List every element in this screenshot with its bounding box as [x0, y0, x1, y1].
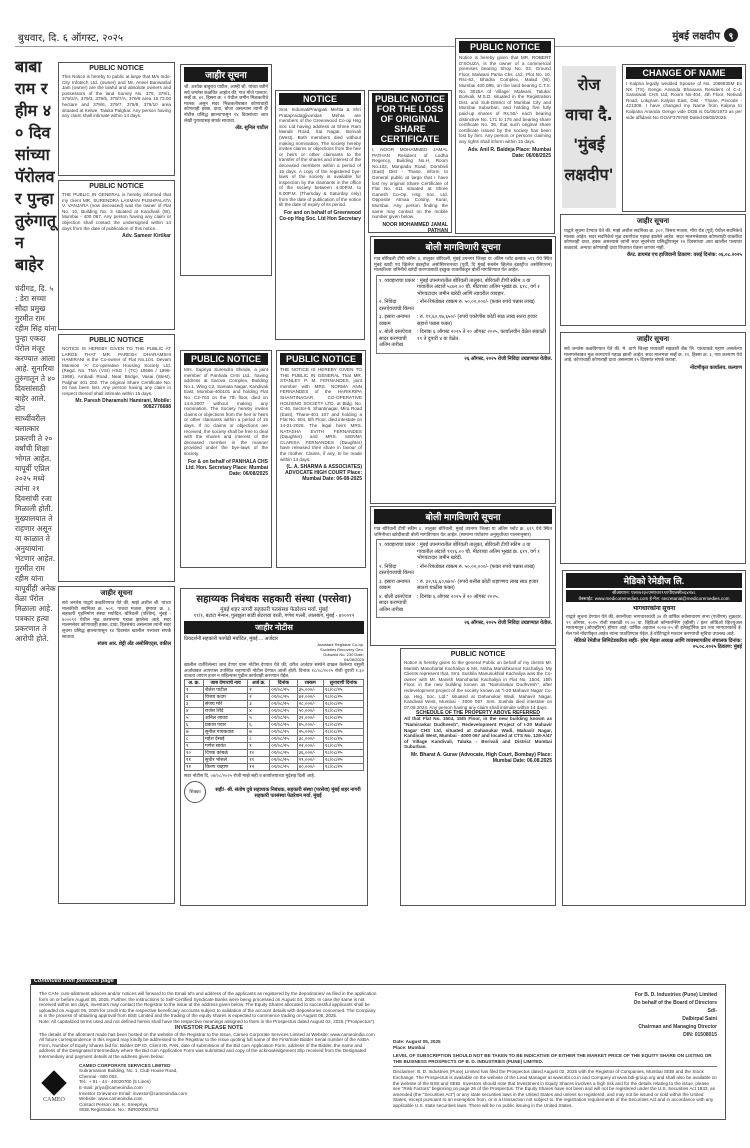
sign-line: DIN: 01508015: [683, 1032, 717, 1038]
bid-row: १. व्यवहाराचा प्रकार : मुंबई उपनगरातील बोरिवली तालुका, बोरिवली टीपी स्कीम ॥ या गावातील अंदाजे ५८७२.०० चौ. मीटरच्या अंतिम भूखंड क्र. ६१८, वर्ग १ भोगवटादार जमीन खरेदी आणि त्यावरील व्यवहार.: [379, 277, 540, 297]
masthead: [672, 28, 738, 42]
registrar-address: ११/१, बटाटा मेन्शन, गुलझुला साडी सेंटरच्या वरती, गणेश गल्ली, लालबाग, मुंबई - ४०००१२: [193, 613, 355, 619]
section-title: भागधारकांना सूचना: [632, 606, 676, 612]
table-cell: १८/०८/२५: [323, 686, 363, 693]
table-cell: २२,०००/-: [297, 742, 323, 749]
notice-signature: Adv. Anil R. Baldeja Place: Mumbai Date: 06/08/2025: [467, 146, 551, 159]
notice-body: Notice is hereby given to the general Public on behalf of my clients Mr. Manish Manoharlal Kachaliya & Ms. Nisha Manishkumar Kachaliya. My Clients represent that, Smt. Sushila Manusukhlal Kachaliya was the Co-owner with Mr. Manish Manoharlal Kachaliya in Flat No. 1504, 15th Floor, in the new building known as "Namiravkar Dudhvesh", after redevelopment project of the society known as "I-20 Mahavir Nagar Co-op. Hsg. Soc. Ltd." situated at Dahanukar Wadi, Mahavir Nagar, Kandivali West, Mumbai - 4000 067. Smt. Sushila died intestate on 07.08.2024. Any person having any claim shall intimate within 14 days.: [404, 660, 552, 710]
table-cell: गणेश सावंत: [204, 742, 248, 749]
table-cell: अनिल जाधव: [204, 714, 248, 721]
ad-date: Date: August 05, 2025: [393, 1039, 441, 1044]
table-cell: संजय मोरे: [204, 700, 248, 707]
table-row: [185, 714, 364, 721]
table-header: अर्ज क्र.: [248, 679, 270, 686]
official-seal: शिक्का: [184, 781, 206, 803]
notice-body: Smt. IndumatiPranjpati Mehta & Shri PratapraiJagjivandas Mehta are members of the Greenwood Co-op Hsg Soc Ltd having address at Shree Ram Mandir Road, Sai Nagar, Borivali (West). Both members died without making nomination. The society hereby invites claims or objections from the heir or heirs or other claimants to the transfer of the shares and interest of the deceased members within a period of 15 days. A copy of the registered bye-laws of the society is available for inspection by the claimants in the office of the society between 4.00P.M. to 6.00P.M. (Thursday & Saturday only) from the date of publication of the notice till the date of expiry of its period.: [279, 107, 361, 208]
table-cell: १८/०८/२५: [323, 763, 363, 770]
table-cell: ५: [185, 714, 204, 721]
ad-para-3: The details of the allotment made has been hosted on the website of the Registrar to the Issue, Cameo Corporate Services Limited at Website: www.cameoindia.com: [39, 1031, 375, 1037]
table-cell: सुनील गायकवाड: [204, 728, 248, 735]
notice-title: PUBLIC NOTICE: [89, 183, 144, 190]
notice-title: जाहीर सूचना: [184, 67, 268, 82]
table-header: रक्कम: [297, 679, 323, 686]
table-cell: ४०,०००/-: [297, 763, 323, 770]
table-header: सुनावणी दिनांक: [323, 679, 363, 686]
table-cell: ०१/०८/२५: [270, 735, 297, 742]
notice-medico: [562, 570, 746, 906]
table-row: [185, 700, 364, 707]
respondents-table: [184, 679, 364, 771]
notice-signature: नोंदणीकृत कार्यालय, कल्याण: [689, 364, 742, 371]
table-cell: महेश देसाई: [204, 735, 248, 742]
table-cell: ०१/०८/२५: [270, 693, 297, 700]
table-cell: १८/०८/२५: [323, 693, 363, 700]
notice-signature: For and on behalf of Greenwood Co-op Hsg Soc. Ltd Hon Secretary: [279, 209, 361, 222]
cameo-logo: CAMEO: [39, 1072, 69, 1104]
table-cell: १२: [185, 763, 204, 770]
table-header: दिनांक: [270, 679, 297, 686]
table-row: [185, 749, 364, 756]
table-row: [185, 756, 364, 763]
notice-signature: कॅप्ट. डायमंड एच हाजिवानी ठिकाण: वसई दिनांक: ०६.०८.२०२५: [627, 252, 742, 259]
cin: सीआयएन: एल२४२३०एमएच१९९१पीएलसी०६४२४८: [566, 590, 742, 596]
notice-title: PUBLIC NOTICE: [89, 337, 144, 344]
contact: वेबसाईट: www.medicoremedies.com ई-मेल: secretarial@medicoremedies.com: [566, 596, 742, 602]
notice-title: PUBLIC NOTICE: [280, 353, 362, 365]
registrar-line: Subramanian Building, No. 1, Club House Road,: [79, 1068, 178, 1074]
table-row: [185, 707, 364, 714]
continued-tag: Continued from previous page: [31, 979, 117, 985]
ad-para-4: All future correspondence in this regard may kindly be addressed to the Registrar to the Issue quoting full name of the First/Sole Bidder Serial number of the ASBA Form, Number of Equity Shares bid for, Bidder DP ID, Client ID, PAN, date of submission of the Bid cum Application Form, address of the Bidder, the name and address of the Designated Intermediary where the Bid cum Application Form was submitted and copy of the acknowledgement Slip received from the Designated Intermediary and payment details at the address given below:: [39, 1037, 369, 1059]
table-cell: १८/०८/२५: [323, 735, 363, 742]
notice-signature: Mr. Paresh Dharamshi Hamirani, Mobile: 9082776688: [75, 398, 171, 411]
table-row: [185, 763, 364, 770]
applicant: प्रियदर्शनी सहकारी पतपेढी मर्यादित, मुंबई ... अर्जदार: [184, 636, 279, 642]
notice-title: जाहीर सूचना: [636, 336, 670, 343]
notice-body: Notice is hereby given that MR. ROBERT D'SOUZA, is the owner of a commercial premises bearing Shop No. 03, Ground Floor, Malwani Parsa Chs. Ltd., Plot No. 10, Rsc-62, Bhadra Complex, Malad (W), Mumbai 400 095, on the land bearing C.T.S. No. 3025A of Village: Malwani, Taluka: Borivali, M.S.D. situated in the Registration Dist. and Sub-District of Mumbai City and Mumbai Suburban, and holding five fully paid-up shares of Rs.50/- each bearing distinctive No. 171 to 175 and bearing share certificate No. 36, that such original share certificate issued by the society has been lost by him. Any person or persons claiming any rights shall inform within 15 days.: [459, 55, 551, 144]
table-cell: राजेश शिंदे: [204, 707, 248, 714]
notice-body: याद्वारे सूचना देण्यात येते की, कंपनीच्या भागधारकांची ३४ वी वार्षिक सर्वसाधारण सभा (एजीएम) शुक्रवार, २९ ऑगस्ट, २०२५ रोजी सकाळी ११.०० वा. व्हिडिओ कॉन्फरन्सिंग (व्हीसी) / इतर ऑडिओ व्हिज्युअल माध्यमातून (ओएव्हीएम) होणार आहे. वार्षिक अहवाल २०२४-२५ ची इलेक्ट्रॉनिक प्रत ज्या भागधारकांचे ई-मेल पत्ते नोंदणीकृत आहेत त्यांना पाठविण्यात येईल. ई-वोटिंगद्वारे मतदान करण्याची सुविधा उपलब्ध आहे.: [566, 614, 742, 636]
notice-title: मेडिको रेमेडीज लि.: [566, 573, 742, 588]
notice-title: PUBLIC NOTICE FOR THE LOSS OF ORIGINAL SHARE CERTIFICATE: [372, 93, 448, 145]
sign-line: For B. D. Industries (Pune) Limited: [634, 992, 717, 998]
notice-title: CHANGE OF NAME: [626, 67, 742, 79]
table-row: [185, 693, 364, 700]
header-divider: [15, 46, 735, 47]
schedule-title: SCHEDULE OF THE PROPERTY ABOVE REFERRED: [416, 710, 540, 717]
page-number: ९: [724, 28, 738, 42]
table-cell: सुधीर भोसले: [204, 756, 248, 763]
table-cell: १८/०८/२५: [323, 742, 363, 749]
table-cell: १८/०८/२५: [323, 749, 363, 756]
table-cell: ३६,०००/-: [297, 749, 323, 756]
board-signature: [393, 991, 717, 1039]
table-cell: ९: [248, 742, 270, 749]
bid-row: ३. इसारा अनामत रक्कम : रु. ३२,९६,६०,७४०/- (रुपये बत्तीस कोटी शहाण्णव लाख साठ हजार सातशे चाळीस फक्त): [379, 578, 539, 592]
notice-js3: [560, 214, 746, 326]
table-cell: शैलेश पाटील: [204, 686, 248, 693]
issue-date: बुधवार, दि. ६ ऑगस्ट, २०२५: [18, 33, 124, 44]
notice-title: PUBLIC NOTICE: [459, 41, 551, 53]
registrar-line: Contact Person: Ms. K. Sreepriya: [79, 1101, 148, 1107]
ad-disclaimer: Disclaimer: B. D. Industries (Pune) Limited has filed the Prospectus dated August 02, 2025 with the Registrar of Companies, Mumbai SEBI and the Stock Exchange. The Prospectus is available on the website of the Lead Manager at www.sbl.co.in and Company at www.bdi-group.org and shall also be available on the website of the BSE and SEBI. Investors should note that Investment in Equity Shares involves a high risk and for the details relating to the issue, please see "Risk Factors" beginning on page 26 of the Prospectus. The Equity Shares have not been and will not be registered under the U.S. Securities Act 1933, as amended (the "Securities Act") or any state securities laws in the United States and unless so registered, and may not be issued or sold within the United States, except pursuant to an exemption from, or in a transaction not subject to, the registration requirements of the Securities Act and in accordance with any applicable U.S. state securities laws. There will be no public issuing in the United States.: [393, 1069, 717, 1108]
table-cell: २: [185, 693, 204, 700]
notice-body: This Notice is hereby to public at large that M/s Indo-City Infotech Ltd. (owner) and Mr. Aneel Banwarilal Jain (owner) are the lawful and absolute owners and possessors of the land Survey No. 379, 379/1, 379/2/A, 379/3, 379/5, 379/7/A, 379/9 area 15.73.00 hectare and 379/6, 379/7, 379/8, 379/10 area situated at Kelwe, Taluka Palghar. Any person having any claim shall intimate within 14 days.: [62, 74, 171, 119]
table-cell: ०१/०८/२५: [270, 763, 297, 770]
table-cell: ९: [185, 742, 204, 749]
notice-title: PUBLIC NOTICE: [450, 651, 506, 658]
notice-pn1: [58, 62, 175, 176]
notice-body: सर्व जनतेस याद्वारे कळविण्यात येते की, माझे अशील श्री. यांच्या मालकीची सदनिका क्र. ५०१, पाचवा मजला, इमारत क्र. ३, सहकारी गृहनिर्माण संस्था मर्यादित, बोरिवली (पश्चिम), मुंबई - ४०००९२ येथील मूळ करारनामा गहाळ झालेला आहे. सदर मालमत्तेवर कोणाचाही हक्क, दावा, हितसंबंध असल्यास त्यांनी सदर सूचना प्रसिद्ध झाल्यापासून १४ दिवसांत खालील पत्त्यावर संपर्क साधावा.: [62, 600, 171, 639]
notice-title: जाहीर सूचना: [100, 590, 133, 597]
table-cell: १८/०८/२५: [323, 756, 363, 763]
registrar-line: Website: www.cameoindia.com: [79, 1096, 143, 1102]
registrar-footer: सदर नोटीस दि. ०४/०८/२०२५ रोजी माझे सही व कार्यालयाच्या मुद्रेसह दिली आहे.: [184, 772, 316, 778]
table-cell: ६: [248, 721, 270, 728]
notice-body: THE NOTICE IS HEREBY GIVEN TO THE PUBLIC IN GENERAL That MR. STANLEY P. M. FERNANDES, joint member with MRS. NORMA ANN FERNANDES of the HARIKRIPA SHANTINAGAR CO-OPERATIVE HOUSING SOCIETY LTD. at Bldg. No. C-46, Sector-5, Shantinagar, Mira Road (East), Thane-401 107 and holding a Flat No. 504, 5th Floor, died intestate on 14-01-2025. The legal heirs MRS. NATASHA EVITH FERNANDES (Daughter) and MRS. SIENNA CLARISA FERNANDES (Daughter) have released their share in favour of the mother. Claims, if any, to be made within 14 days.: [280, 367, 362, 462]
officer-ref: Assistant Registrar Co-op. Societies Recovery Gen. Outward No. 230 Date: 04/08/2025: [317, 642, 364, 662]
table-cell: ०१/०८/२५: [270, 686, 297, 693]
table-cell: ३५,०००/-: [297, 686, 323, 693]
notice-signature: (L. A. SHARMA & ASSOCIATES) ADVOCATE HIGH COURT Place: Mumbai Date: 06-08-2025: [285, 464, 362, 483]
paper-name: मुंबई लक्षदीप: [672, 31, 720, 42]
table-cell: ०१/०८/२५: [270, 721, 297, 728]
notice-title: जाहीर सूचना: [636, 218, 670, 225]
ipo-advertisement: [30, 978, 726, 1120]
registrar-line: SEBI Registration. No.: INR000003753: [79, 1107, 159, 1113]
notice-body: Mrs. Supriya Surendra Shinde, a joint member of Panhala CHS Ltd., having address at Sarova Complex, Building No.1, Wing C2, Samata Nagar, Kandivali East, Mumbai-400101 and holding Flat No. C2-703 on the 7th floor, died on 14.6.2007 without making any nomination. The Society hereby invites claims or objections from the heir or heirs or other claimants within a period of 15 days. If no claims or objections are received, the society shall be free to deal with the shares and interest of the deceased member in the manner provided under the bye-laws of the society.: [184, 367, 268, 456]
sign-line: On behalf of the Board of Directors: [633, 1000, 717, 1006]
notice-title: NOTICE: [279, 93, 361, 105]
table-cell: ५: [248, 714, 270, 721]
promo-box: रोज वाचा दै. 'मुंबई लक्षदीप': [562, 66, 616, 208]
table-cell: ०१/०८/२५: [270, 707, 297, 714]
bid-row: २. निविदा दस्तऐवजांची किंमत : नॉन-रिफंडेबल रक्कम रु. ५०,००,०००/- (फक्त रुपये पन्नास लाख): [379, 563, 535, 577]
news-body: चंदीगड, दि. ५ : डेरा सच्चा सौदा प्रमुख गुरमीत राम रहीम सिंह यांना पुन्हा एकदा पॅरोल मंजूर करण्यात आला आहे. सुनारिया तुरुंगातून ते ४० दिवसांसाठी बाहेर आले. दोन साध्वींवरील बलात्कार प्रकरणी ते २० वर्षांची शिक्षा भोगत आहेत. यापूर्वी एप्रिल २०२५ मध्ये त्यांना २१ दिवसांची रजा मिळाली होती. मुख्यालयात ते राहणार असून या काळात ते अनुयायांना भेटणार आहेत. गुरमीत राम रहीम यांना यापूर्वीही अनेक वेळा पॅरोल मिळाला आहे. पत्रकार हत्या प्रकरणात ते आरोपी होते.: [15, 284, 57, 643]
ad-place: Place: Mumbai: [393, 1044, 426, 1050]
bid-row: ४. बोली दस्तऐवज सादर करण्याची अंतिम तारीख : दिनांक ६ ऑगस्ट २०२५ ते २० ऑगस्ट २०२५, कार्यालयीन वेळेत सकाळी ११ ते दुपारी ४ या वेळेत.: [379, 329, 546, 349]
notice-body: गाव बोरिवली टीपी स्कीम ॥, तालुका बोरिवली, मुंबई उपनगर जिल्हा या अंतिम प्लॉट क्र. ६१९ येथे स्थित जमिनीच्या खरेदीसाठी बोली मागविण्यात येत आहेत. (सामान्य पर्यावरण अनुसूचीच्या पालनानुसार): [374, 526, 552, 537]
notice-robert: [455, 38, 555, 234]
table-cell: २५,०००/-: [297, 728, 323, 735]
notice-gurav: [400, 648, 556, 906]
table-cell: १०: [248, 749, 270, 756]
registrar-line: Chennai - 600 002.: [79, 1073, 119, 1079]
table-cell: १: [185, 686, 204, 693]
table-cell: ५०,०००/-: [297, 707, 323, 714]
cameo-diamond-icon: [41, 1070, 66, 1095]
table-cell: ८: [248, 735, 270, 742]
table-cell: १: [248, 686, 270, 693]
notice-signature: अ‍ॅड. सुनिल पाटील: [235, 125, 268, 132]
notice-loss: [368, 90, 452, 233]
notice-js1: [58, 586, 175, 904]
notice-boli1: [370, 236, 556, 504]
table-row: [185, 721, 364, 728]
news-column: [15, 56, 57, 644]
table-cell: २८,०००/-: [297, 700, 323, 707]
table-cell: दिपक कांबळे: [204, 749, 248, 756]
notice-body: NOTICE IS HEREBY GIVEN TO THE PUBLIC AT LARGE THAT MR. PARESH DHARAMSHI HAMIRANI is the Co-owner of Flat No.104, Devam Mansion 'A' Co-operative Housing Society Ltd. (Regd. No. TNA (VSI) HSG / (TC) 10566 / 1996-1998), Ambadi Road, Near Bridge, Vasai (West), Palghar 401 202. The original Share Certificate No. 04 has been lost. Any person having any claim in respect thereof shall intimate within 15 days.: [62, 346, 171, 396]
notice-body: I, NOOR MOHAMMED JAMAL PATHAN Resident of Lodha Regency, Building No.H, Room No.102, Manpada Road, Dombivli (East) Dist - Thane, inform to General public at large that I have lost my original Share Certificate of Flat No. 611 situated at Shree Ganesh Co-Op. Hsg. Soc. Ltd. Opposite Atmaa Colony, Kurar, Mumbai. Any person finding the same may contact on the mobile number given below.: [372, 147, 448, 220]
registrar-line: E-mail: priya@cameoindia.com: [79, 1084, 143, 1090]
table-cell: ११: [248, 756, 270, 763]
notice-pn2: [58, 180, 175, 330]
table-cell: प्रकाश पवार: [204, 721, 248, 728]
table-cell: १८/०८/२५: [323, 721, 363, 728]
ad-para-2: Note: All capitalized terms used and not defined herein shall have the respective meanings assigned to them in the Prospectus dated August 02, 2025 ("Prospectus").: [39, 1018, 376, 1024]
notice-body: I Kalpna legally wedded Spouse of No. 1086835M Ex NK (TS) Genge Ananda Bhavana Resident of C-4, Saraswati CHS Ltd, Room No-404, 4th Floor, Netivali Road, Lokgram Kalyan East, Dist - Thane, Pincode - 421306. I have changed my Name from Kalpna to Kalpana Ananda Genge vide DOB is 01/06/1973 as per vide affidavit No GOAF379780 Dated 06/08/2025.: [626, 81, 742, 120]
table-cell: ०१/०८/२५: [270, 756, 297, 763]
notice-change: [622, 64, 746, 212]
table-cell: ३: [185, 700, 204, 707]
registrar-signature: सही/- श्री. संतोष दुबे सहाय्यक निबंधक, सहकारी संस्था (परसेवा) मुंबई शहर नागरी सहकारी पतसंस्था फेडरेशन मर्या. मुंबई: [215, 787, 361, 800]
table-header: अ. क्र.: [185, 679, 204, 686]
table-cell: ४: [185, 707, 204, 714]
ad-para-1: The CAN- cum-allotment advices and/or notices will forward to the Email Id's and address of the applicants as registered by the depositories/ as filed in the application form on or before August 05, 2025. Further, the instructions to Self-Certified Syndicate Banks were being processed on August 04, 2025. In case the same is not received within ten days, investors may contact the Registrar to the issue at the address given below. The Equity Shares allocated to successful applicants shall be uploaded on August 05, 2025 for credit into the respective beneficiary accounts subject to validation of the account details with depositories concerned. The Company is in the process of obtaining approval from BSE Limited and the trading of the equity shares is expected to commence trading on August 06, 2025.: [39, 991, 377, 1019]
sign-line: Chairman and Managing Director: [638, 1024, 717, 1030]
table-row: [185, 735, 364, 742]
notice-signature: २६ ऑगस्ट, २०२५ रोजी निविदा उघडण्यात येतील.: [464, 620, 552, 627]
notice-notice: [275, 90, 365, 340]
notice-js2: [180, 64, 272, 276]
registrar-line: Investor Grievance Email: investor@cameoindia.com: [79, 1090, 188, 1096]
table-cell: ४: [248, 707, 270, 714]
bid-row: २. निविदा दस्तऐवजांची किंमत : नॉन-रिफंडेबल रक्कम रु. ५०,००,०००/- (फक्त रुपये पन्नास लाख): [379, 299, 535, 312]
notice-signature: संजय आर. शेट्टी अँड असोसिएट्स, वकील: [97, 641, 171, 648]
subscription-warning: LEVEL OF SUBSCRIPTION SHOULD NOT BE TAKEN TO BE INDICATIVE OF EITHER THE MARKET PRICE OF THE EQUITY SHARE ON LISTING OR THE BUSINESS PROSPECTS OF B. D. INDUSTRIES (PUNE) LIMITED.: [393, 1053, 717, 1067]
table-cell: १०: [185, 749, 204, 756]
table-cell: ०१/०८/२५: [270, 700, 297, 707]
table-cell: ३१,०००/-: [297, 714, 323, 721]
notice-title: PUBLIC NOTICE: [184, 353, 268, 365]
bid-row: ४. बोली दस्तऐवज सादर करण्याची अंतिम तारीख : दिनांक ६ ऑगस्ट २०२५ ते २० ऑगस्ट २०२५.: [379, 593, 499, 613]
notice-signature: Adv. Sameer Kirtikar: [122, 233, 171, 240]
notice-title: PUBLIC NOTICE: [89, 65, 144, 72]
notice-signature: For & on behalf of PANHALA CHS Ltd. Hon. Secretary Place: Mumbai Date: 06/08/2025: [185, 458, 268, 477]
notice-signature: २६ ऑगस्ट, २०२५ रोजी निविदा उघडण्यात येतील.: [464, 355, 552, 362]
notice-js4: [560, 332, 746, 564]
registrar-contact: [79, 1063, 187, 1113]
table-cell: ०१/०८/२५: [270, 749, 297, 756]
bid-row: ३. इसारा अनामत रक्कम : रु. १९,६०,१७,६५०/- (रुपये एकोणीस कोटी साठ लाख सतरा हजार सहाशे पन्नास फक्त): [379, 314, 538, 327]
table-cell: ४२,०००/-: [297, 693, 323, 700]
table-cell: किरण चव्हाण: [204, 763, 248, 770]
table-cell: ३: [248, 700, 270, 707]
notice-pn3: [58, 334, 175, 582]
table-cell: ७: [185, 728, 204, 735]
registrar-title: सहाय्यक निबंधक सहकारी संस्था (परसेवा): [196, 594, 352, 605]
registrar-subtitle: मुंबई शहर नागरी सहकारी पतसंस्था फेडरेशन मर्या. मुंबई: [220, 607, 328, 613]
notice-signature: मेडिको रेमेडीज लिमिटेडकरिता सही/- हरेश मेहता अध्यक्ष आणि व्यवस्थापकीय संचालक दिनांक: ०५.०८.२०२५ ठिकाण: मुंबई: [574, 638, 742, 651]
table-cell: १८/०८/२५: [323, 707, 363, 714]
table-header: जाब देणाराचे नाव: [204, 679, 248, 686]
registrar-line: CAMEO CORPORATE SERVICES LIMITED: [79, 1062, 171, 1068]
table-cell: ६: [185, 721, 204, 728]
table-cell: ४५,०००/-: [297, 721, 323, 728]
notice-stanley: [276, 350, 366, 568]
notice-title: बोली मागविणारी सूचना: [374, 239, 552, 254]
table-cell: विजय कदम: [204, 693, 248, 700]
registrar-line: Tel.: + 91 - 44 - 40020700 (5 Lines): [79, 1079, 151, 1085]
news-headline: बाबा राम रहीम ४० दिवसांच्या पॅरोलवर पुन्हा तुरुंगातून बाहेर: [15, 57, 56, 274]
sign-line: Dalbirpal Saini: [682, 1016, 717, 1022]
table-cell: २: [248, 693, 270, 700]
schedule: All that Flat No. 1504, 15th Floor, in the new building known as "Namiravkar Dudhvesh", Redevelopment Project of I-20 Mahavir Nagar CHS Ltd, situated at Dahanukar Wadi, Mahavir Nagar, Kandivali West, Mumbai - 4000 067 and located at CTS No. 128-A/47 of Village Kandivali, Taluka - Borivali and District Mumbai Suburban.: [404, 716, 552, 750]
table-row: [185, 686, 364, 693]
table-cell: ०१/०८/२५: [270, 742, 297, 749]
table-row: [185, 742, 364, 749]
table-row: [185, 728, 364, 735]
registrar-body: खालील दर्शविलेल्या जाब देणार यांना नोटीस देण्यात येते की, वरील अर्जदार संस्थेने दाखल केलेल्या वसुली अर्जाबाबत आपणास उपस्थित राहण्याची नोटीस देण्यात आली होती. दिनांक १८/०८/२०२५ रोजी दुपारी १.३० वाजता आपण हजर न राहिल्यास पुढील कार्यवाही करण्यात येईल.: [184, 662, 364, 679]
notice-title: बोली मागविणारी सूचना: [374, 509, 552, 524]
notice-signature: NOOR MOHAMMED JAMAL PATHAN: [382, 221, 448, 234]
notice-body: श्री. अशोक बाबुराव पाटील, आम्ही श्री. यांच्या वतीने सर्व जनतेस कळवित आहोत की, गाव मौजे पालघर, सर्व्हे क्र. ४२, हिस्सा क्र. २ येथील जमीन मिळकतीचे मालक असून सदर मिळकतीबाबत कोणाचाही कोणताही हक्क, दावा, बोजा असल्यास त्यांनी ही नोटीस प्रसिद्ध झाल्यापासून १४ दिवसांच्या आत लेखी पुराव्यासह संपर्क साधावा.: [184, 84, 268, 123]
table-cell: १८/०८/२५: [323, 728, 363, 735]
notice-body: याद्वारे सूचना देण्यात येते की, माझे अशील सदनिका क्र. ३०२, तिसरा मजला, मीरा रोड (पूर्व) येथील सदनिकेचे मालक आहेत. सदर सदनिकेचे मूळ दस्तऐवज गहाळ झालेले आहेत. सदर मालमत्तेबाबत कोणत्याही व्यक्तीचा कोणताही दावा, हक्क असल्यास त्यांनी सदर सूचनेच्या प्रसिद्धीपासून १४ दिवसांच्या आत खालील पत्त्यावर कळवावे, अन्यथा कोणताही दावा विचारात घेतला जाणार नाही.: [564, 228, 742, 250]
notice-body: THE PUBLIC IN GENERAL is hereby informed that my client MR. SURENDRA LAXMAN PUSHPALATA V. VANJARA (now deceased) was the owner of Flat No. 10, Building No. 3 situated at Kandivali (W), Mumbai - 400 067. Any person having any claim or objection shall contact the undersigned within 14 days from the date of publication of this notice.: [62, 192, 171, 231]
notice-supriya: [180, 350, 272, 568]
table-cell: २९,०००/-: [297, 756, 323, 763]
investor-note-title: INVESTOR PLEASE NOTE: [174, 1024, 244, 1031]
table-cell: १२: [248, 763, 270, 770]
registrar-notice-title: जाहीर नोटीस: [184, 621, 364, 634]
notice-boli2: [370, 506, 556, 646]
notice-signature: Mr. Bharat A. Gurav (Advocate, High Court, Bombay) Place: Mumbai Date: 06.08.2025: [411, 751, 552, 764]
sign-line: Sd/-: [707, 1008, 717, 1014]
registrar-notice: [180, 588, 368, 906]
table-cell: ११: [185, 756, 204, 763]
table-cell: ३८,०००/-: [297, 735, 323, 742]
table-cell: १८/०८/२५: [323, 700, 363, 707]
notice-body: गाव बोरिवली टीपी स्कीम ॥, तालुका बोरिवली, मुंबई उपनगर जिल्हा या अंतिम प्लॉट क्रमांक ५११ येथे स्थित मुंबई खादी एवं व्हिलेज इंडस्ट्रीज असोसिएशनच्या (पूर्वी, दि मुंबई सबर्बन व्हिलेज इंडस्ट्रीज असोसिएशन) मालकीच्या जमिनीचे खरेदी करण्यासाठी इच्छुक व्यक्तींकडून बोली मागविण्यात येत आहेत.: [374, 256, 552, 273]
table-cell: ०१/०८/२५: [270, 728, 297, 735]
table-cell: ८: [185, 735, 204, 742]
bid-row: १. व्यवहाराचा प्रकार : मुंबई उपनगरातील बोरिवली तालुका, बोरिवली टीपी स्कीम ॥ या गावातील अंदाजे ९११६.०० चौ. मीटरच्या अंतिम भूखंड क्र. ६१९, वर्ग १ भोगवटादार जमीन खरेदी.: [379, 542, 540, 562]
notice-body: सर्व जनतेस कळविण्यात येते की, मे. ठाणे जिल्हा मध्यवर्ती सहकारी बँक लि. यांच्याकडे गहाण असलेल्या मालमत्तेबाबत मूळ कागदपत्रे गहाळ झाली आहेत. सदर मालमत्ता सर्व्हे क्र. १२, हिस्सा क्र. ३, गाव कल्याण येथे आहे. कोणाचाही कोणताही दावा असल्यास १५ दिवसांत संपर्क करावा.: [564, 346, 742, 363]
table-cell: ७: [248, 728, 270, 735]
table-cell: ०१/०८/२५: [270, 714, 297, 721]
table-cell: १८/०८/२५: [323, 714, 363, 721]
